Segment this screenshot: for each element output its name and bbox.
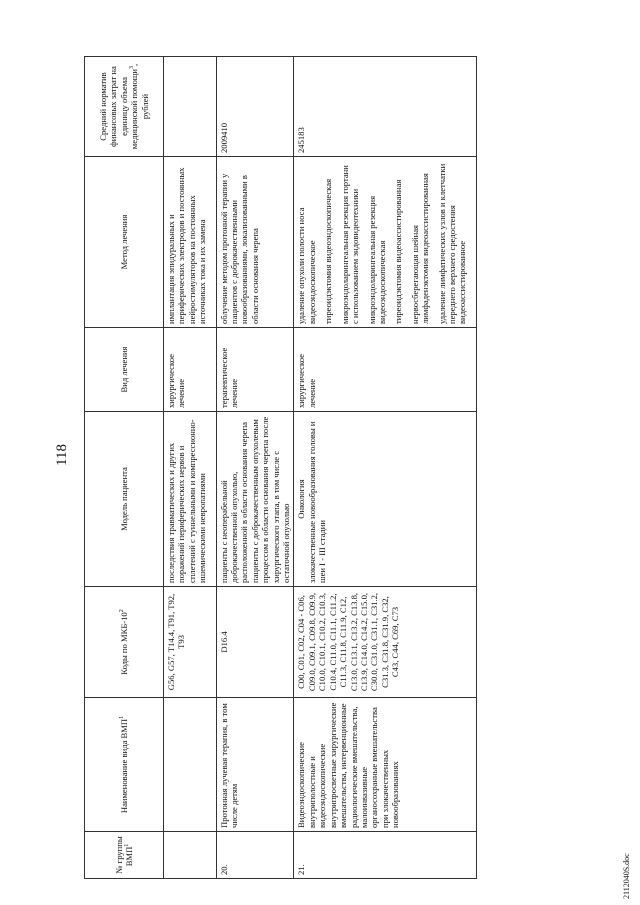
section-heading: Онкология bbox=[296, 479, 307, 519]
cell-cost bbox=[164, 57, 217, 157]
method-item: облучение методом протонной терапии у пациентов с доброкачественными новообразованиями, локализованными в области основания черепа bbox=[218, 173, 260, 324]
table-row bbox=[216, 57, 294, 879]
method-item: микроэндоларингеальная резекция гортани с использованием эндовидеотехники bbox=[339, 165, 361, 324]
header-vmp-name: Наименование вида ВМП$^1$ bbox=[85, 698, 164, 832]
cell-codes: D16.4 bbox=[216, 587, 294, 698]
cell-group bbox=[164, 832, 217, 879]
cell-methods bbox=[164, 157, 217, 328]
cell-name bbox=[164, 698, 217, 832]
header-group-no: № группы ВМП$^1$ bbox=[85, 832, 164, 879]
cell-model: пациенты с неоперабельной доброкачественной опухолью, расположенной в области основания черепа пациенты с доброкачественным опухолевым процессом в области основания черепа после хирургического этапа, в том числе с остаточной опухолью bbox=[216, 412, 294, 587]
table-row bbox=[164, 57, 217, 879]
cell-name: Протонная лучевая терапия, в том числе детям bbox=[216, 698, 294, 832]
header-treatment-method: Метод лечения bbox=[85, 157, 164, 328]
method-item: имплантация эпидуральных и периферических электродов и постоянных нейростимуляторов на постоянных источниках тока и их замена bbox=[166, 167, 208, 324]
model-text: злокачественные новообразования головы и шеи I - III стадии bbox=[306, 421, 328, 583]
cell-cost: 2009410 bbox=[216, 57, 294, 157]
vmp-table bbox=[84, 56, 477, 879]
header-patient-model: Модель пациента bbox=[85, 412, 164, 587]
cell-codes: G56, G57, T14.4, T91, T92, T93 bbox=[164, 587, 217, 698]
cell-methods bbox=[216, 157, 294, 328]
cell-methods bbox=[294, 157, 476, 328]
cell-codes: C00, C01, C02, C04 - C06, C09.0, C09.1, C09.8, C09.9, C10.0, C10.1, C10.2, C10.3, C10.4, C11.0, C11.1, C11.2, C11.3, C11.8, C11.9, C12, C13.0, C13.1, C13.2, C13.8, C13.9, C14.0, C14.2, C15.0, C30.0, C31.0, C31.1, C31.2, C31.3, C31.8, C31.9, C32, C43, C44, C69, C73 bbox=[294, 587, 476, 698]
method-item: тиреоидэктомия видеоэндоскопическая bbox=[323, 178, 334, 324]
method-item: тиреоидэктомия видеоассистированная bbox=[393, 179, 404, 324]
page-number: 118 bbox=[54, 444, 70, 466]
cell-type: хирургическое лечение bbox=[294, 328, 476, 412]
table-header-row bbox=[85, 57, 164, 879]
cell-model: последствия травматических и других поражений периферических нервов и сплетений с туннельными и компрессионно-ишемическими невропатиями bbox=[164, 412, 217, 587]
cell-group: 21. bbox=[294, 832, 476, 879]
method-item: удаление опухоли полости носа видеоэндоскопическое bbox=[296, 207, 317, 324]
document-code: 2112040S.doc bbox=[622, 853, 631, 899]
method-item: нервосберегающая шейная лимфаденэктомия видеоассистированная bbox=[409, 173, 431, 324]
cell-cost: 245183 bbox=[294, 57, 476, 157]
header-cost-norm: Средний норматив финансовых затрат на единицу объема медицинской помощи$^3$, рублей bbox=[85, 57, 164, 157]
method-item: удаление лимфатических узлов и клетчатки переднего верхнего средостения видеоассистированное bbox=[436, 163, 468, 324]
header-treatment-type: Вид лечения bbox=[85, 328, 164, 412]
table-row bbox=[294, 57, 476, 879]
cell-name: Видеоэндоскопические внутриполостные и видеоэндоскопические внутрипросветные хирургические вмешательства, интервенционные радиологические вмешательства, малоинвазивные органосохранные вмешательства при злокачественных новообразованиях bbox=[294, 698, 476, 832]
header-icd-codes: Коды по МКБ-$10^2$ bbox=[85, 587, 164, 698]
cell-model bbox=[294, 412, 476, 587]
cell-group: 20. bbox=[216, 832, 294, 879]
method-item: микроэндоларингеальная резекция видеоэндоскопическая bbox=[366, 195, 387, 324]
cell-type: терапевтическое лечение bbox=[216, 328, 294, 412]
cell-type: хирургическое лечение bbox=[164, 328, 217, 412]
